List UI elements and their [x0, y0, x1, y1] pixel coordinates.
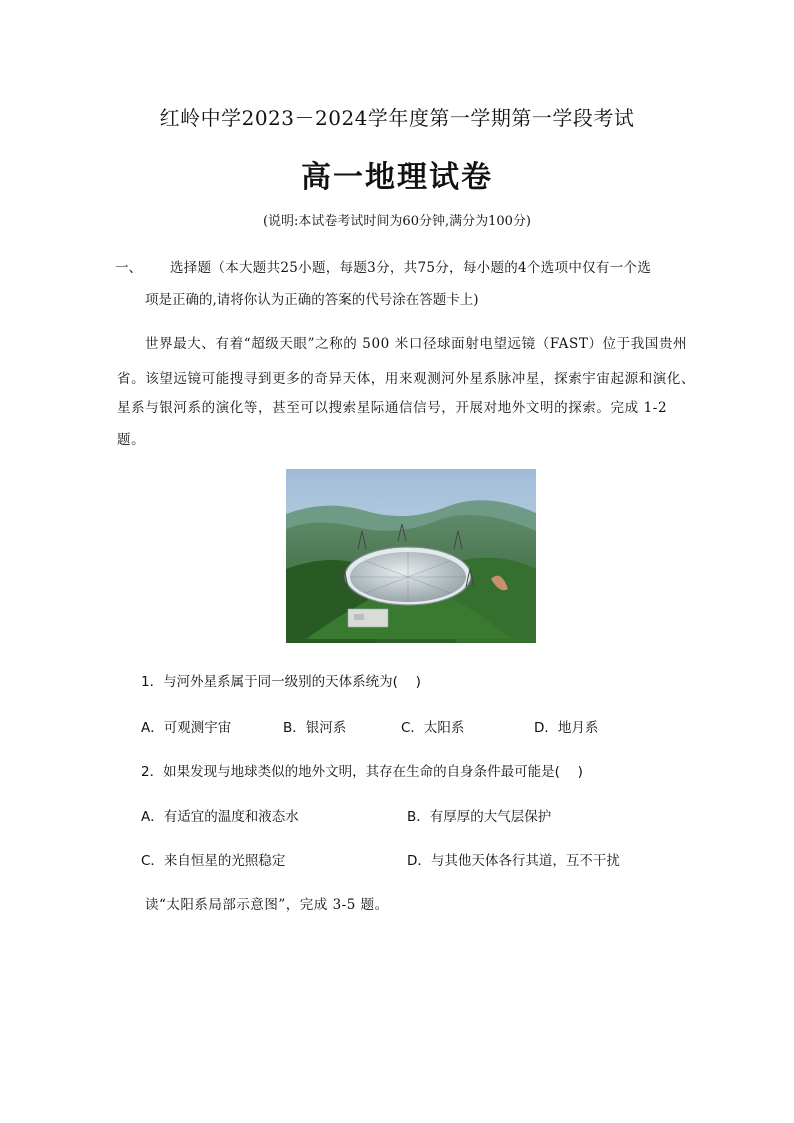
passage-line-1: 世界最大、有着“超级天眼”之称的 500 米口径球面射电望远镜（FAST）位于我国贵州 [145, 336, 688, 352]
question-2-option-c: C．来自恒星的光照稳定 [141, 853, 286, 869]
school-exam-title: 红岭中学2023－2024学年度第一学期第一学段考试 [159, 106, 635, 130]
fast-telescope-photo [286, 469, 536, 643]
passage-line-4: 题。 [117, 432, 146, 448]
passage-line-3: 星系与银河系的演化等，甚至可以搜索星际通信信号，开展对地外文明的探索。完成 1-2 [117, 400, 668, 416]
section-number: 一、 [115, 260, 142, 276]
question-2-option-d: D．与其他天体各行其道，互不干扰 [407, 853, 620, 869]
passage-line-2: 省。该望远镜可能搜寻到更多的奇异天体，用来观测河外星系脉冲星，探索宇宙起源和演化、 [117, 371, 696, 387]
question-2-option-b: B．有厚厚的大气层保护 [407, 809, 552, 825]
question-1-option-b: B．银河系 [283, 720, 347, 736]
read-diagram-instruction: 读“太阳系局部示意图”，完成 3-5 题。 [145, 897, 389, 913]
question-2-stem: 2．如果发现与地球类似的地外文明，其存在生命的自身条件最可能是( ) [141, 764, 583, 780]
question-1-option-a: A．可观测宇宙 [141, 720, 232, 736]
section-instruction-line-2: 项是正确的,请将你认为正确的答案的代号涂在答题卡上) [145, 292, 479, 308]
question-1-option-c: C．太阳系 [401, 720, 465, 736]
exam-subject-title: 高一地理试卷 [301, 160, 493, 195]
section-instruction-line-1: 选择题（本大题共25小题，每题3分，共75分，每小题的4个选项中仅有一个选 [170, 260, 652, 276]
question-1-stem: 1．与河外星系属于同一级别的天体系统为( ) [141, 674, 421, 690]
exam-note: (说明:本试卷考试时间为60分钟,满分为100分) [262, 214, 531, 229]
question-2-option-a: A．有适宜的温度和液态水 [141, 809, 299, 825]
question-1-option-d: D．地月系 [534, 720, 599, 736]
